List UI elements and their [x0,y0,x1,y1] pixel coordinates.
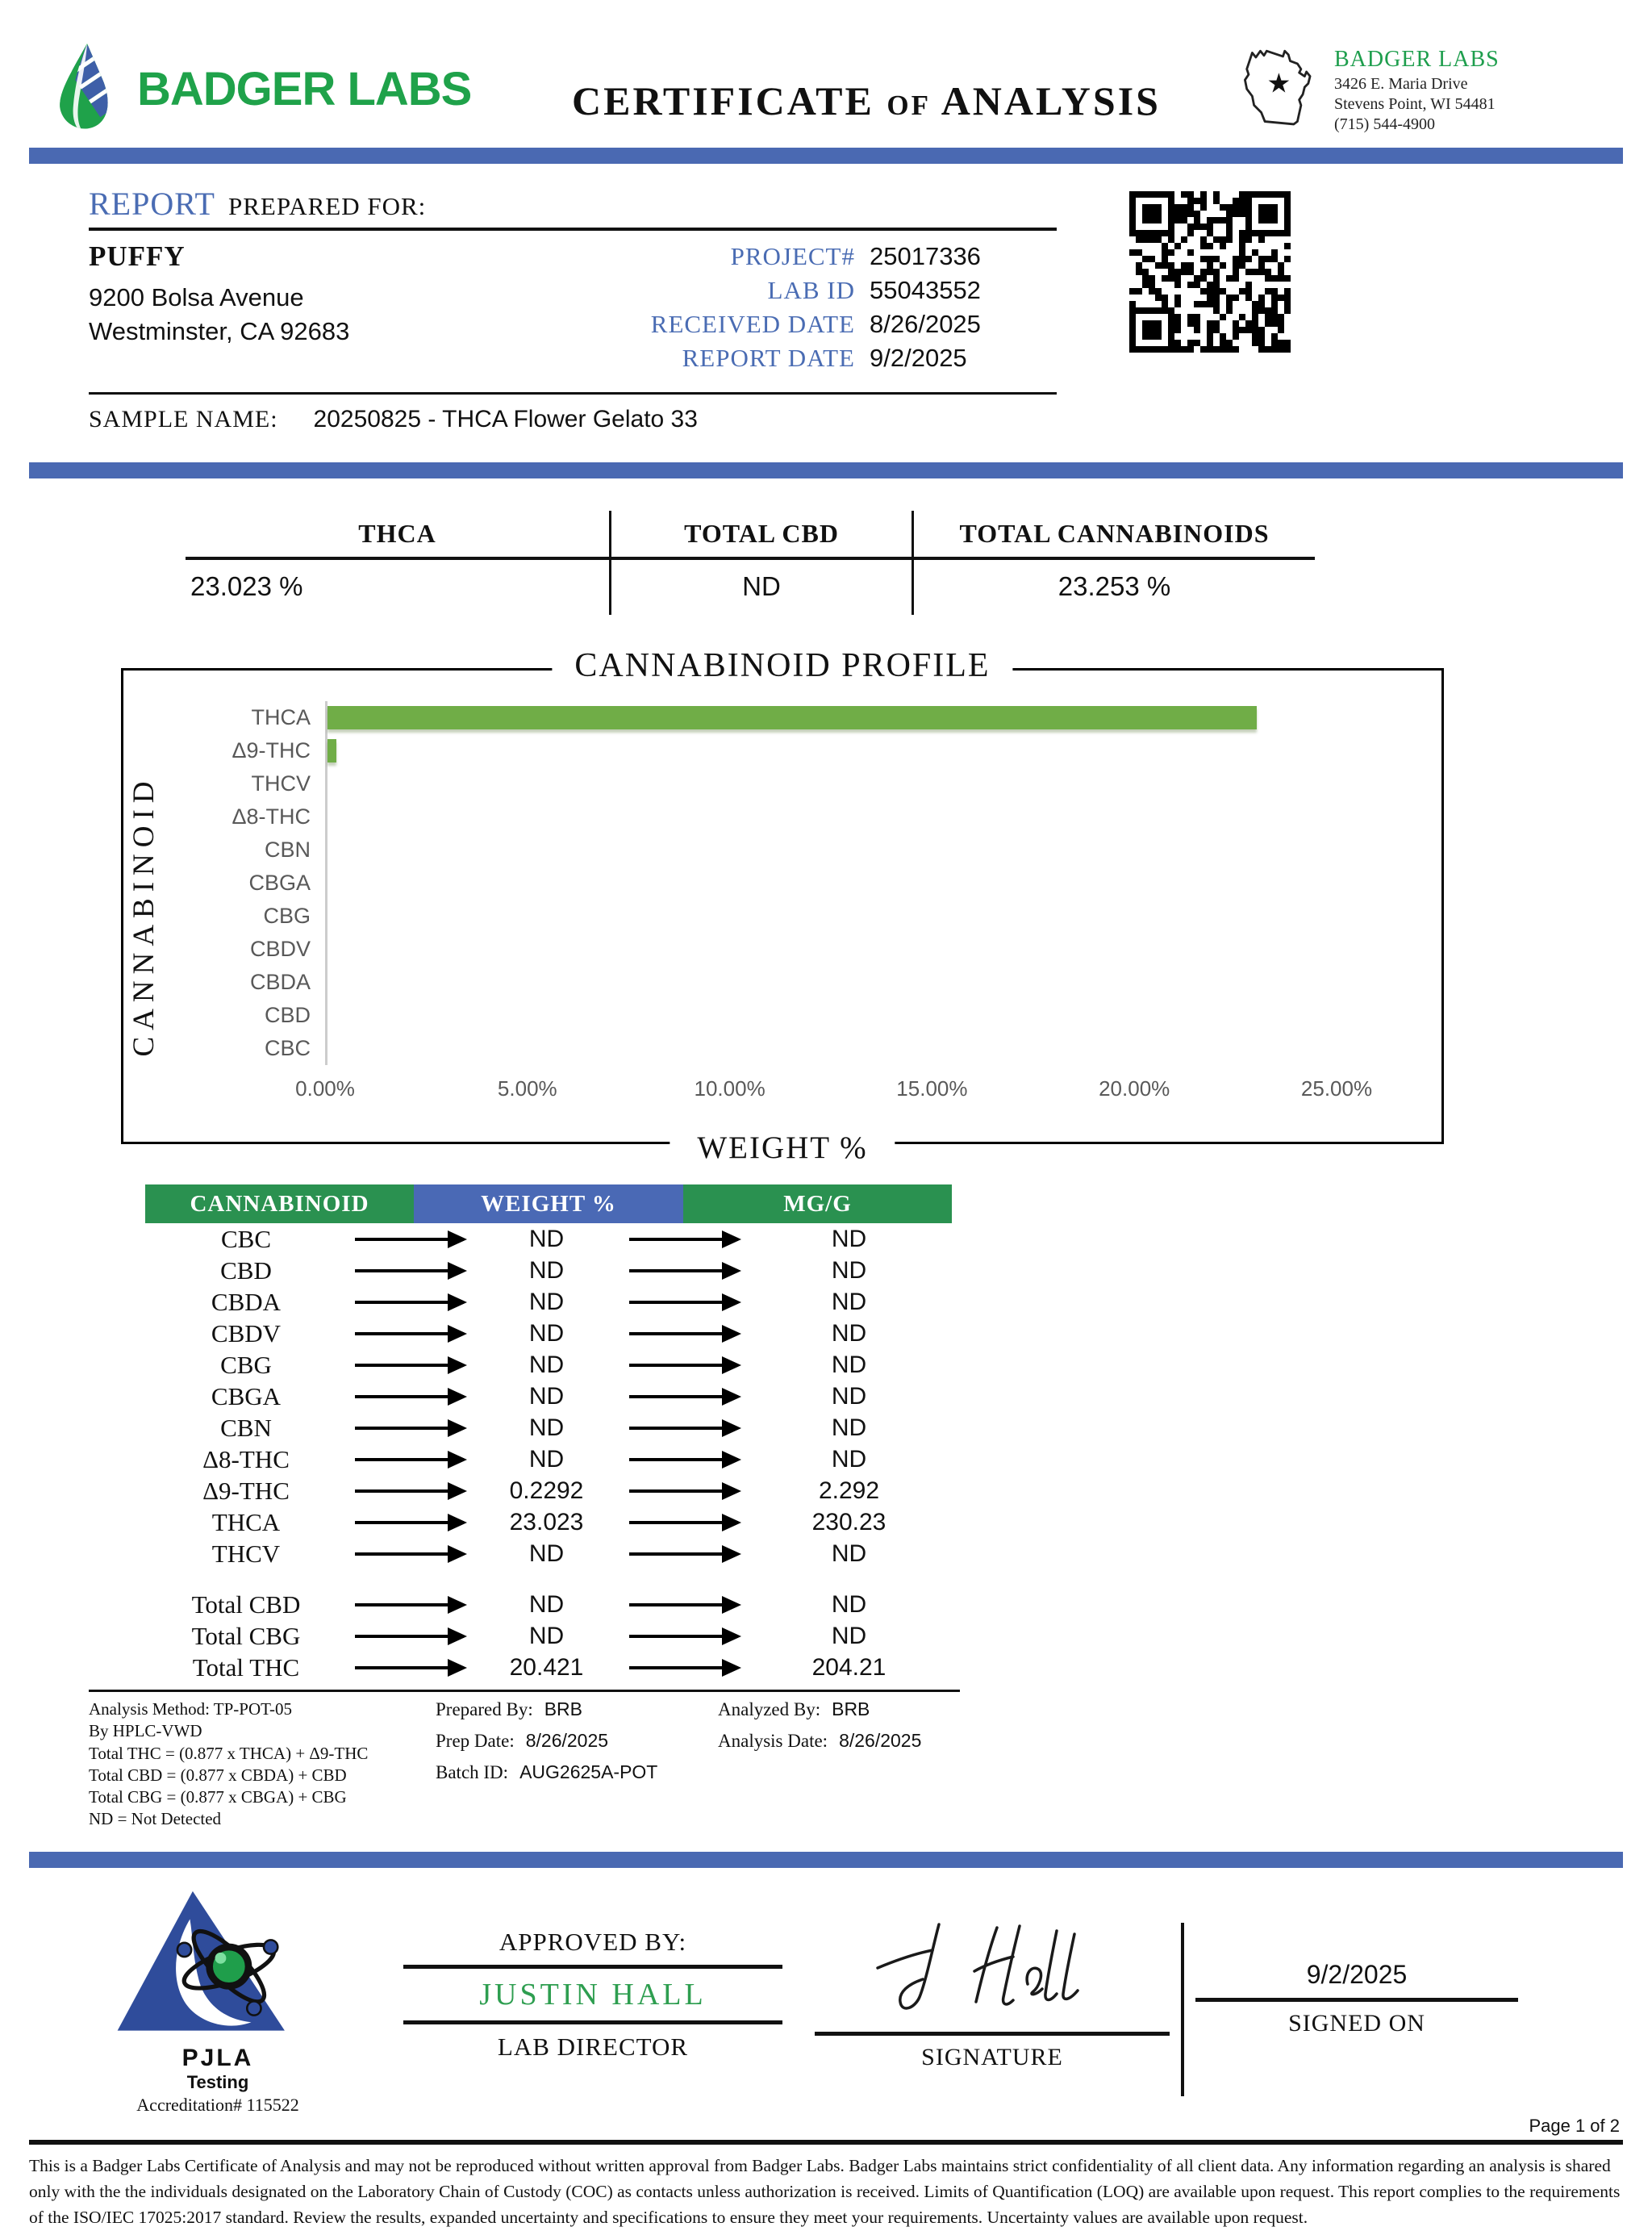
summary-thca-label: THCA [358,519,436,548]
report-section [89,185,1621,441]
table-row: CBG ND ND [220,1350,867,1379]
cannabinoid-table [145,1184,952,1683]
signed-on-block [1195,1907,1518,2037]
arrow-icon [355,1395,464,1398]
approval-section [81,1886,1620,2116]
table-row: Δ9-THC 0.2292 2.292 [202,1476,880,1505]
arrow-icon [629,1521,738,1524]
chart-bar [327,706,1257,729]
table-row: Δ8-THC ND ND [202,1444,867,1473]
analysis-notes-column [89,1698,436,1831]
lab-name: BADGER LABS [1334,47,1500,72]
note-line: Total THC = (0.877 x THCA) + Δ9-THC [89,1743,369,1763]
arrow-icon [355,1364,464,1367]
badger-labs-drop-logo-icon [50,42,124,136]
chart-category-label: Δ9-THC [232,738,311,762]
chart-category-label: THCV [251,771,311,796]
chart-y-axis-label: CANNABINOID [127,775,161,1057]
lab-address-line2: Stevens Point, WI 54481 [1334,95,1496,113]
received-date-value: 8/26/2025 [870,310,981,338]
x-tick: 20.00% [1099,1076,1170,1101]
arrow-icon [355,1458,464,1461]
table-row: CBC ND ND [220,1224,867,1253]
client-name: PUFFY [89,240,186,272]
lab-address-block [1231,42,1610,136]
arrow-icon [355,1427,464,1430]
arrow-icon [355,1521,464,1524]
chart-category-label: Δ8-THC [232,804,311,829]
divider [1195,1998,1518,2002]
project-value: 25017336 [870,242,981,270]
chart-bar [327,739,336,762]
arrow-icon [629,1666,738,1669]
analysis-column [718,1698,960,1831]
chart-category-label: CBDV [249,937,311,961]
prepared-by-label: Prepared By: [436,1699,533,1719]
x-tick: 5.00% [497,1076,557,1101]
report-date-value: 9/2/2025 [870,344,967,372]
arrow-icon [629,1332,738,1335]
analyzed-by-label: Analyzed By: [718,1699,821,1719]
chart-category-label: CBN [264,838,311,862]
arrow-icon [629,1301,738,1304]
client-address2: Westminster, CA 92683 [89,316,350,345]
arrow-icon [629,1238,738,1241]
table-header [145,1184,952,1223]
x-tick: 0.00% [295,1076,355,1101]
prep-date-label: Prep Date: [436,1731,515,1751]
pjla-name: PJLA [181,2044,254,2071]
meta-row-labid [540,276,1057,305]
arrow-icon [629,1552,738,1556]
labid-value: 55043552 [870,276,981,304]
table-row: THCV ND ND [211,1539,867,1568]
sample-name-label: SAMPLE NAME: [89,406,278,432]
analyzed-by-value: BRB [832,1698,870,1719]
divider-bar [29,1852,1623,1868]
meta-row-reportdate [540,344,1057,373]
analysis-date-label: Analysis Date: [718,1731,828,1751]
chart-category-label: THCA [251,705,311,729]
table-row-total: Total THC 20.421 204.21 [192,1652,886,1682]
x-tick: 25.00% [1300,1076,1373,1101]
note-line: Total CBG = (0.877 x CBGA) + CBG [89,1787,347,1807]
signature-block [815,1907,1170,2071]
report-date-label: REPORT DATE [682,344,855,372]
arrow-icon [355,1301,464,1304]
report-meta [540,240,1057,378]
arrow-icon [629,1395,738,1398]
svg-text:★: ★ [1266,69,1291,99]
approved-by-block [403,1928,782,2062]
summary-cannabinoids-label: TOTAL CANNABINOIDS [959,519,1270,548]
summary-cbd-label: TOTAL CBD [684,519,839,548]
table-row: THCA 23.023 230.23 [211,1507,886,1536]
summary-cannabinoids-value: 23.253 % [912,560,1315,615]
pjla-accreditation-block [81,1886,355,2116]
arrow-icon [629,1364,738,1367]
page-title: CERTIFICATE of ANALYSIS [572,77,1161,123]
signed-on-date: 9/2/2025 [1306,1959,1408,1989]
meta-row-received [540,310,1057,339]
report-heading-accent: REPORT [89,186,215,222]
chart-title: CANNABINOID PROFILE [552,646,1012,685]
arrow-icon [355,1238,464,1241]
sample-row [89,395,1621,441]
sample-name-value: 20250825 - THCA Flower Gelato 33 [313,406,698,432]
arrow-icon [355,1332,464,1335]
pjla-logo-icon [105,2028,331,2042]
project-label: PROJECT# [730,242,855,270]
signature-label: SIGNATURE [921,2043,1063,2070]
table-row: CBN ND ND [220,1413,867,1442]
chart-x-axis-label: WEIGHT % [670,1130,895,1166]
x-tick: 10.00% [694,1076,766,1101]
arrow-icon [355,1635,464,1638]
approver-title: LAB DIRECTOR [497,2032,689,2061]
brand-name: BADGER LABS [137,63,472,115]
brand-logo [50,42,502,136]
batch-id-label: Batch ID: [436,1762,509,1782]
divider [815,2032,1170,2036]
approver-name: JUSTIN HALL [479,1977,707,2012]
report-heading [89,185,1621,223]
chart-category-label: CBGA [248,871,311,895]
note-line: By HPLC-VWD [89,1721,202,1741]
summary-cbd-value: ND [609,560,912,615]
signed-on-label: SIGNED ON [1288,2009,1425,2037]
wisconsin-map-icon [1231,42,1328,136]
divider [403,2020,782,2024]
prep-column [436,1698,718,1831]
x-tick: 15.00% [896,1076,968,1101]
arrow-icon [355,1269,464,1272]
lab-phone: (715) 544-4900 [1334,115,1435,133]
report-heading-rest: PREPARED FOR: [227,192,427,220]
column-header-weight: WEIGHT % [414,1184,683,1223]
arrow-icon [629,1603,738,1606]
note-line: ND = Not Detected [89,1809,222,1829]
chart-category-label: CBDA [249,970,311,994]
table-row: CBDV ND ND [211,1318,867,1347]
column-header-cannabinoid: CANNABINOID [145,1184,414,1223]
arrow-icon [355,1489,464,1493]
labid-label: LAB ID [767,276,855,304]
table-row-total: Total CBD ND ND [191,1590,867,1619]
note-line: Total CBD = (0.877 x CBDA) + CBD [89,1765,347,1785]
analysis-date-value: 8/26/2025 [839,1730,922,1751]
chart-category-label: CBC [264,1036,311,1060]
chart-category-label: CBG [263,904,311,928]
table-row: CBD ND ND [220,1255,867,1285]
received-date-label: RECEIVED DATE [650,310,855,338]
arrow-icon [355,1666,464,1669]
page-number: Page 1 of 2 [1529,2115,1620,2136]
note-line: Analysis Method: TP-POT-05 [89,1699,293,1719]
client-block [89,240,540,378]
summary-table [186,511,1315,615]
divider-bar [29,148,1623,164]
method-notes [89,1690,960,1831]
approved-by-label: APPROVED BY: [499,1927,687,1956]
arrow-icon [629,1427,738,1430]
signature-image [855,2017,1129,2031]
chart-x-axis-ticks [295,1065,1373,1107]
arrow-icon [629,1489,738,1493]
divider [403,1965,782,1969]
cannabinoid-profile-chart [121,647,1444,1165]
arrow-icon [355,1603,464,1606]
qr-code [1129,191,1291,353]
chart-category-label: CBD [264,1003,311,1027]
divider-bar [29,462,1623,478]
prep-date-value: 8/26/2025 [525,1730,609,1751]
prepared-by-value: BRB [544,1698,583,1719]
table-row: CBGA ND ND [211,1381,867,1410]
arrow-icon [629,1458,738,1461]
table-row: CBDA ND ND [211,1287,867,1316]
table-totals [145,1589,952,1683]
chart-plot-area [123,671,1441,1107]
summary-thca-value: 23.023 % [190,571,303,601]
accreditation-number: Accreditation# 115522 [136,2094,299,2115]
pjla-subtitle: Testing [186,2071,249,2092]
header [0,0,1652,136]
batch-id-value: AUG2625A-POT [519,1761,658,1782]
client-address1: 9200 Bolsa Avenue [89,283,304,311]
meta-row-project [540,242,1057,271]
column-header-mgg: MG/G [683,1184,952,1223]
footer-disclaimer: This is a Badger Labs Certificate of Analysis and may not be reproduced without written approval from Badger Labs. Badger Labs maintains strict confidentiality of all client data. Any information regarding an analysis is shared only with the the individuals designated on the Laboratory Chain of Custody (COC) as contacts unless authorization is received. Limits of Quantification (LOQ) are available upon request. This report complies to the requirements of the ISO/IEC 17025:2017 standard. Review the results, expanded uncertainty and specifications to ensure they meet your requirements. Uncertainty values are available upon request. [29,2140,1623,2231]
arrow-icon [355,1552,464,1556]
lab-address-line1: 3426 E. Maria Drive [1334,75,1468,93]
divider [1181,1923,1184,2096]
table-row-total: Total CBG ND ND [191,1621,867,1650]
arrow-icon [629,1269,738,1272]
arrow-icon [629,1635,738,1638]
